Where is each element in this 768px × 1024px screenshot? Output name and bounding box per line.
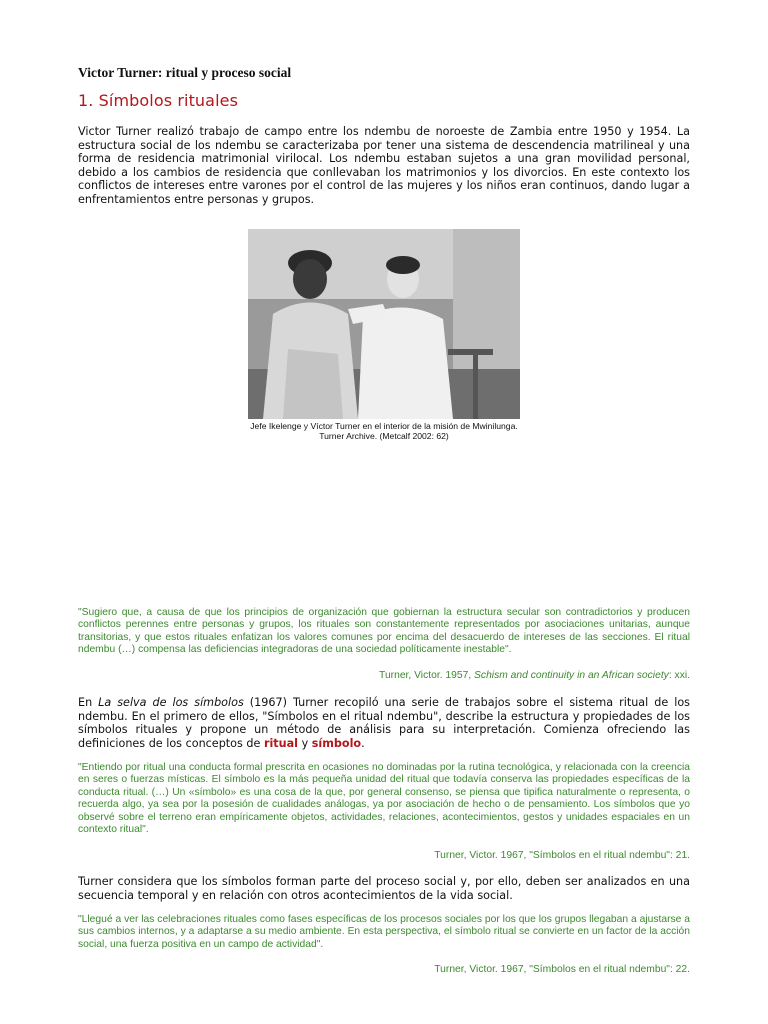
document-header: Victor Turner: ritual y proceso social [78,65,292,80]
caption-line-1: Jefe Ikelenge y Víctor Turner en el interior de la misión de Mwinilunga. [250,421,518,431]
photo-caption [198,421,570,442]
citation-prefix: Turner, Victor. 1957, [379,670,475,681]
caption-line-2: Turner Archive. (Metcalf 2002: 62) [319,431,449,442]
section-title: 1. Símbolos rituales [78,91,239,110]
term-ritual: ritual [263,736,299,750]
term-simbolo: símbolo [311,736,362,750]
quote-1-citation [78,670,690,682]
book-title: La selva de los símbolos [98,696,244,709]
quote-3-citation: Turner, Victor. 1967, "Símbolos en el ritual ndembu": 22. [434,964,690,975]
paragraph-2 [78,696,690,750]
citation-suffix: : xxi. [668,670,690,681]
quote-3: "Llegué a ver las celebraciones rituales como fases específicas de los procesos sociales por los que los grupos llegaban a ajustarse a sus cambios internos, y a adaptarse a su medio ambiente. En esta perspectiva, el símbolo ritual se convierte en un factor de la acción social, una fuerza positiva en un campo de actividad". [78,914,690,950]
historical-photo [248,229,520,419]
para2-prefix: En [78,696,99,709]
quote-1: "Sugiero que, a causa de que los principios de organización que gobiernan la estructura secular son contradictorios y producen conflictos perennes entre personas y grupos, los rituales son constantemente representados por asociaciones unitarias, aunque transitorias, y que estos rituales enfatizan los valores comunes por encima del desacuerdo de intereses de las secciones. El ritual ndembu (…) compensa las deficiencias integradoras de una sociedad políticamente inestable". [78,607,690,656]
citation-title: Schism and continuity in an African society [474,670,669,681]
para2-end: . [361,736,365,750]
photo-illustration [248,229,520,419]
intro-paragraph: Victor Turner realizó trabajo de campo entre los ndembu de noroeste de Zambia entre 1950 y 1954. La estructura social de los ndembu se caracterizaba por tener una sistema de descendencia matrilineal y una forma de residencia matrimonial virilocal. Los ndembu estaban sujetos a una gran movilidad personal, debido a los cambios de residencia que conllevaban los matrimonios y los divorcios. En este contexto los conflictos de intereses entre varones por el control de las mujeres y los niños eran continuos, dando lugar a enfrentamientos entre personas y grupos. [78,125,690,206]
quote-2-citation: Turner, Victor. 1967, "Símbolos en el ritual ndembu": 21. [434,850,690,861]
para2-conj: y [298,736,312,750]
paragraph-3: Turner considera que los símbolos forman parte del proceso social y, por ello, deben ser analizados en una secuencia temporal y en relación con otros acontecimientos de la vida social. [78,875,690,902]
quote-2: "Entiendo por ritual una conducta formal prescrita en ocasiones no dominadas por la rutina tecnológica, y relacionada con la creencia en seres o fuerzas místicas. El símbolo es la más pequeña unidad del ritual que todavía conserva las propiedades específicas de la conducta ritual. (…) Un «símbolo» es una cosa de la que, por general consenso, se piensa que tipifica naturalmente o representa, o recuerda algo, ya sea por la posesión de cualidades análogas, ya por asociación de hecho o de pensamiento. Los símbolos que yo observé sobre el terreno eran empíricamente objetos, actividades, relaciones, acontecimientos, gestos y unidades espaciales en un contexto ritual". [78,762,690,836]
para2-body: (1967) Turner recopiló una serie de trabajos sobre el sistema ritual de los ndembu. En el primero de ellos, "Símbolos en el ritual ndembu", describe la estructura y propiedades de los símbolos rituales y propone un método de análisis para su interpretación. Comienza ofreciendo las definiciones de los conceptos de [78,696,690,750]
